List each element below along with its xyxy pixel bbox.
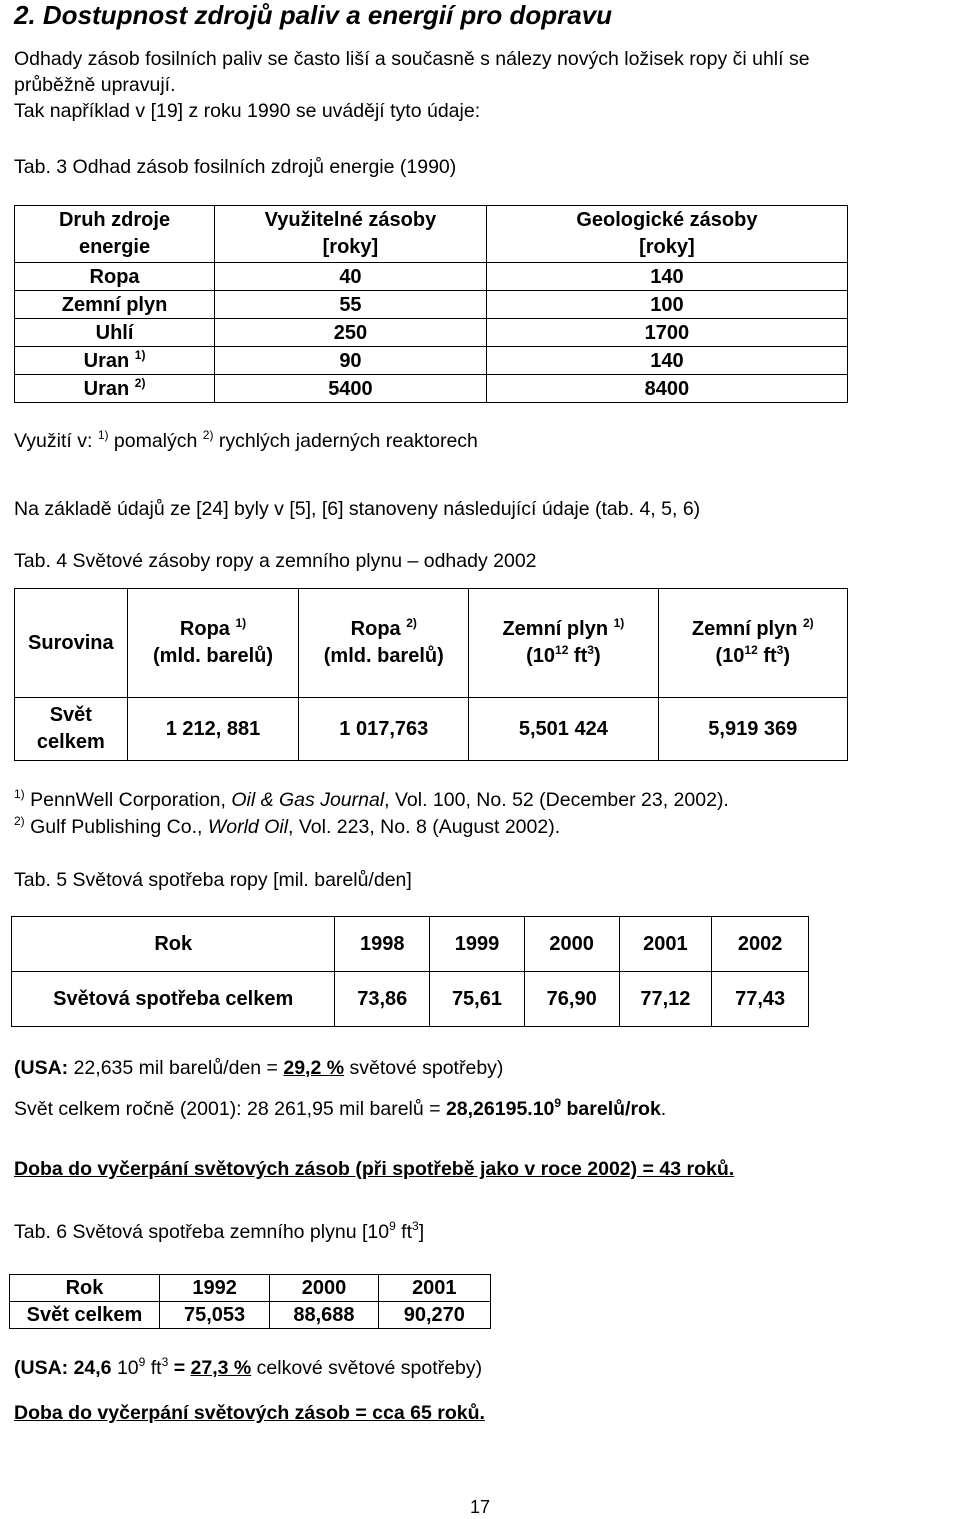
unit-part: (10 xyxy=(526,645,556,667)
usa-percent: 29,2 % xyxy=(283,1057,345,1079)
value-cell: 88,688 xyxy=(270,1302,378,1329)
row-label xyxy=(15,375,215,403)
usa-text: 22,635 mil barelů/den = xyxy=(68,1057,284,1079)
value-plyn-2: 5,919 369 xyxy=(658,698,847,761)
geological-value: 8400 xyxy=(486,375,847,403)
table-header-row xyxy=(12,917,809,972)
table-row xyxy=(15,263,848,291)
world-text: Svět celkem ročně (2001): 28 261,95 mil barelů = xyxy=(14,1098,446,1120)
table-fossil-reserves-1990 xyxy=(14,205,848,403)
value-plyn-1: 5,501 424 xyxy=(469,698,658,761)
caption-exp: 9 xyxy=(389,1219,396,1233)
intro-line-1: Odhady zásob fosilních paliv se často liší a současně s nálezy nových ložisek ropy či uhlí se xyxy=(14,48,810,70)
footnote-marker: 1) xyxy=(235,616,247,630)
year-cell: 1999 xyxy=(430,917,525,972)
header-ropa-2-label: Ropa xyxy=(350,618,407,640)
value-cell: 90,270 xyxy=(378,1302,490,1329)
header-plyn-1-unit xyxy=(469,643,657,670)
ref-journal: Oil & Gas Journal xyxy=(231,789,385,811)
unit-exp: 12 xyxy=(744,643,758,657)
header-plyn-2 xyxy=(658,589,847,698)
header-ropa-2-unit: (mld. barelů) xyxy=(323,645,444,667)
unit-part: (10 xyxy=(715,645,745,667)
unit-exp: 3 xyxy=(587,643,594,657)
header-plyn-2-label: Zemní plyn xyxy=(691,618,803,640)
year-cell: 2002 xyxy=(712,917,809,972)
header-geological-line1: Geologické zásoby xyxy=(576,209,758,231)
caption-text: Tab. 6 Světová spotřeba zemního plynu [10 xyxy=(14,1221,390,1243)
ref-text: , Vol. 223, No. 8 (August 2002). xyxy=(288,816,561,838)
header-ropa-1-label: Ropa xyxy=(179,618,236,640)
usa-text: světové spotřeby) xyxy=(344,1057,504,1079)
usa-oil-share xyxy=(14,1056,503,1080)
geological-value: 140 xyxy=(486,263,847,291)
table-header-row xyxy=(10,1275,491,1302)
note-end: rychlých jaderných reaktorech xyxy=(213,430,478,452)
header-source-line2: energie xyxy=(78,236,151,258)
value-cell: 75,053 xyxy=(159,1302,269,1329)
header-cell-source xyxy=(15,206,215,263)
unit-exp: 3 xyxy=(776,643,784,657)
ref-text: Gulf Publishing Co., xyxy=(24,816,208,838)
usa-exp: 3 xyxy=(161,1355,169,1369)
usa-label: (USA: 24,6 xyxy=(14,1357,112,1379)
header-plyn-1 xyxy=(469,589,658,698)
header-ropa-2 xyxy=(299,589,469,698)
row-label-text: Uran xyxy=(83,377,130,400)
usable-value: 55 xyxy=(215,291,487,319)
table-row xyxy=(15,291,848,319)
header-surovina: Surovina xyxy=(15,589,128,698)
note-sup-1: 1) xyxy=(97,428,109,442)
ref-journal: World Oil xyxy=(207,816,289,838)
row-label-text: Uhlí xyxy=(95,321,134,344)
value-cell: 76,90 xyxy=(524,972,619,1027)
year-cell: 2001 xyxy=(378,1275,490,1302)
row-label-line2: celkem xyxy=(36,731,105,753)
gas-depletion-statement: Doba do vyčerpání světových zásob = cca 65 roků. xyxy=(14,1402,485,1424)
header-usable-line2: [roky] xyxy=(322,236,379,258)
row-label-text: Uran xyxy=(83,349,130,372)
usable-value: 90 xyxy=(215,347,487,375)
table-world-gas-consumption xyxy=(9,1274,491,1329)
note-mid: pomalých xyxy=(108,430,203,452)
basis-paragraph: Na základě údajů ze [24] byly v [5], [6] stanoveny následující údaje (tab. 4, 5, 6) xyxy=(14,498,701,520)
footnote-marker: 1) xyxy=(14,787,25,801)
footnote-marker: 1) xyxy=(134,347,146,362)
header-cell-geological xyxy=(486,206,847,263)
table-row xyxy=(12,972,809,1027)
header-cell-usable xyxy=(215,206,487,263)
rok-label: Rok xyxy=(10,1275,160,1302)
oil-depletion-statement: Doba do vyčerpání světových zásob (při spotřebě jako v roce 2002) = 43 roků. xyxy=(14,1158,735,1180)
table-row xyxy=(15,347,848,375)
geological-value: 140 xyxy=(486,347,847,375)
table-row xyxy=(15,319,848,347)
tab5-caption: Tab. 5 Světová spotřeba ropy [mil. barelů/den] xyxy=(14,869,412,891)
footnote-marker: 2) xyxy=(134,375,146,390)
tab3-note xyxy=(14,429,478,453)
value-cell: 75,61 xyxy=(430,972,525,1027)
header-ropa-1 xyxy=(127,589,299,698)
intro-line-3: Tak například v [19] z roku 1990 se uvádějí tyto údaje: xyxy=(14,100,481,122)
unit-part: ft xyxy=(757,645,777,667)
header-usable-line1: Využitelné zásoby xyxy=(264,209,437,231)
year-cell: 2000 xyxy=(524,917,619,972)
world-unit: barelů/rok xyxy=(561,1098,661,1120)
value-ropa-1: 1 212, 881 xyxy=(127,698,299,761)
row-label xyxy=(15,263,215,291)
usa-text: 10 xyxy=(111,1357,139,1379)
tab6-caption xyxy=(14,1220,424,1244)
usable-value: 5400 xyxy=(215,375,487,403)
footnote-marker: 2) xyxy=(406,616,417,630)
geological-value: 1700 xyxy=(486,319,847,347)
row-label xyxy=(15,698,128,761)
row-label-text: Ropa xyxy=(89,265,140,288)
row-label xyxy=(15,319,215,347)
geological-value: 100 xyxy=(486,291,847,319)
footnote-marker: 2) xyxy=(803,616,814,630)
usable-value: 40 xyxy=(215,263,487,291)
year-cell: 1992 xyxy=(159,1275,269,1302)
table-world-reserves-2002 xyxy=(14,588,848,761)
rok-label: Rok xyxy=(12,917,335,972)
footnote-marker: 1) xyxy=(613,616,625,630)
note-prefix: Využití v: xyxy=(14,430,98,452)
row-label: Svět celkem xyxy=(10,1302,160,1329)
table-header-row xyxy=(15,589,848,698)
note-sup-2: 2) xyxy=(202,428,214,442)
table-row xyxy=(10,1302,491,1329)
header-source-line1: Druh zdroje xyxy=(58,209,171,231)
world-annual-consumption xyxy=(14,1097,666,1121)
ref-text: , Vol. 100, No. 52 (December 23, 2002). xyxy=(384,789,729,811)
ref-text: PennWell Corporation, xyxy=(24,789,232,811)
caption-text: ] xyxy=(418,1221,425,1243)
value-ropa-2: 1 017,763 xyxy=(299,698,469,761)
page-heading: 2. Dostupnost zdrojů paliv a energií pro dopravu xyxy=(14,0,613,30)
value-cell: 73,86 xyxy=(335,972,430,1027)
intro-line-2: průběžně upravují. xyxy=(14,74,176,96)
unit-part: ) xyxy=(783,645,791,667)
world-text: . xyxy=(660,1098,667,1120)
usa-exp: 9 xyxy=(138,1355,146,1369)
tab4-caption: Tab. 4 Světové zásoby ropy a zemního plynu – odhady 2002 xyxy=(14,550,537,572)
unit-part: ft xyxy=(568,645,588,667)
header-plyn-1-label: Zemní plyn xyxy=(502,618,614,640)
usa-label: (USA: xyxy=(14,1057,69,1079)
tab3-caption: Tab. 3 Odhad zásob fosilních zdrojů energie (1990) xyxy=(14,156,457,178)
usa-gas-share xyxy=(14,1356,482,1380)
world-value: 28,26195.10 xyxy=(445,1098,555,1120)
reference-1 xyxy=(14,788,729,812)
table-world-oil-consumption xyxy=(11,916,809,1027)
value-cell: 77,43 xyxy=(712,972,809,1027)
page-number: 17 xyxy=(469,1497,491,1517)
reference-2 xyxy=(14,815,560,839)
table-header-row xyxy=(15,206,848,263)
usa-text: ft xyxy=(145,1357,162,1379)
row-label xyxy=(15,347,215,375)
row-label: Světová spotřeba celkem xyxy=(12,972,335,1027)
header-ropa-1-unit: (mld. barelů) xyxy=(153,645,274,667)
unit-exp: 12 xyxy=(555,643,569,657)
year-cell: 1998 xyxy=(335,917,430,972)
row-label xyxy=(15,291,215,319)
table-row xyxy=(15,698,848,761)
usa-percent: 27,3 % xyxy=(190,1357,252,1379)
usa-text: celkové světové spotřeby) xyxy=(251,1357,483,1379)
year-cell: 2000 xyxy=(270,1275,378,1302)
usable-value: 250 xyxy=(215,319,487,347)
usa-text: = xyxy=(168,1357,191,1379)
year-cell: 2001 xyxy=(619,917,712,972)
unit-part: ) xyxy=(593,645,601,667)
value-cell: 77,12 xyxy=(619,972,712,1027)
row-label-line1: Svět xyxy=(49,704,92,726)
caption-exp: 3 xyxy=(412,1219,419,1233)
caption-text: ft xyxy=(395,1221,413,1243)
row-label-text: Zemní plyn xyxy=(61,293,168,316)
world-exp: 9 xyxy=(554,1096,562,1110)
header-geological-line2: [roky] xyxy=(639,236,695,258)
footnote-marker: 2) xyxy=(14,814,25,828)
header-plyn-2-unit xyxy=(659,643,847,670)
table-row xyxy=(15,375,848,403)
